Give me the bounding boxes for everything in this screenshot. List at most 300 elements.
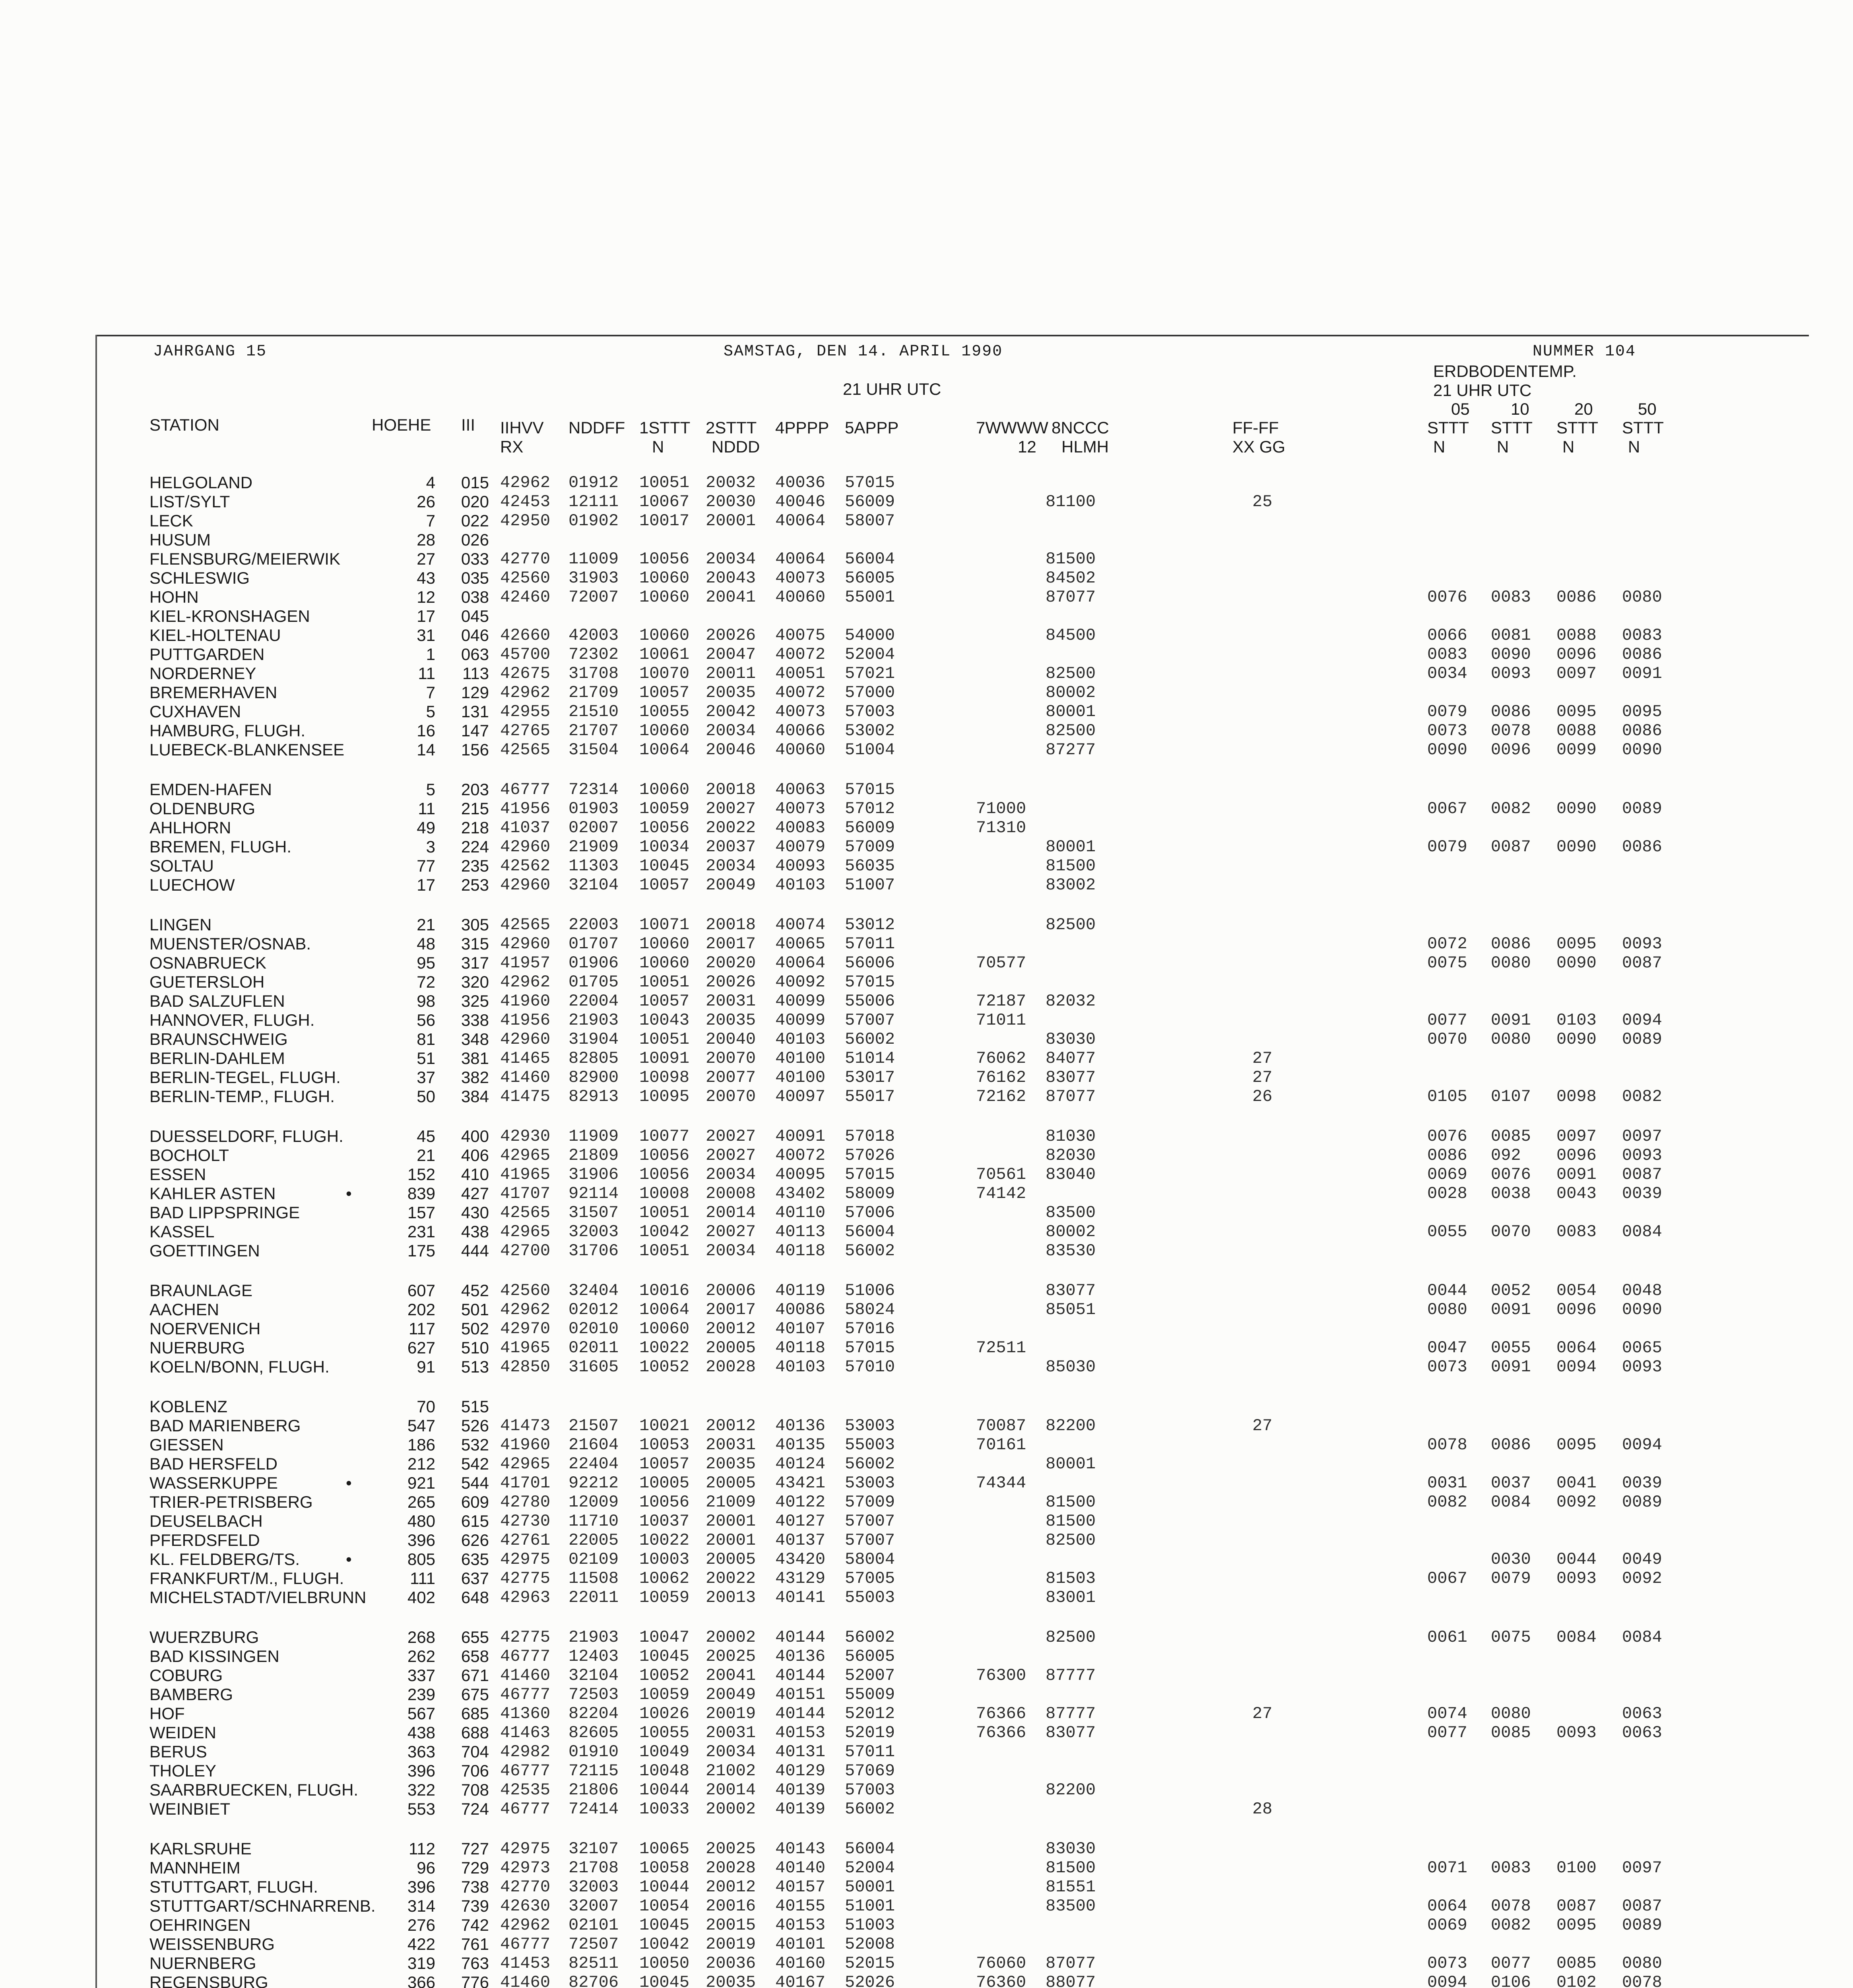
synop-group: 42975 bbox=[500, 1839, 551, 1858]
synop-group: 02101 bbox=[569, 1916, 619, 1935]
synop-group: 40086 bbox=[775, 1300, 826, 1319]
station-name: EMDEN-HAFEN bbox=[149, 780, 272, 799]
synop-group: 42775 bbox=[500, 1569, 551, 1588]
jahrgang-label: JAHRGANG 15 bbox=[153, 343, 267, 361]
table-row bbox=[0, 1647, 1853, 1666]
soil-temperature: 0092 bbox=[1622, 1569, 1662, 1588]
synop-group: 57011 bbox=[845, 934, 895, 953]
synop-group: 10058 bbox=[639, 1858, 690, 1877]
synop-group: 20049 bbox=[706, 1685, 756, 1704]
station-height: 396 bbox=[407, 1531, 435, 1549]
synop-group: 10051 bbox=[639, 1203, 690, 1222]
soil-temperature: 0087 bbox=[1622, 953, 1662, 973]
synop-group: 53017 bbox=[845, 1068, 895, 1087]
synop-group: 72503 bbox=[569, 1685, 619, 1704]
soil-temperature: 0080 bbox=[1427, 1300, 1467, 1319]
table-row bbox=[0, 856, 1853, 876]
synop-group: 10057 bbox=[639, 992, 690, 1011]
station-index: 235 bbox=[461, 856, 489, 875]
synop-group: 21909 bbox=[569, 837, 619, 856]
synop-group: 10098 bbox=[639, 1068, 690, 1087]
synop-group: 10045 bbox=[639, 1916, 690, 1935]
synop-group: 21806 bbox=[569, 1780, 619, 1800]
synop-group: 11909 bbox=[569, 1127, 619, 1146]
synop-group: 10047 bbox=[639, 1628, 690, 1647]
station-height: 17 bbox=[417, 607, 435, 625]
synop-group: 42962 bbox=[500, 683, 551, 702]
synop-group: 40136 bbox=[775, 1416, 826, 1435]
table-row bbox=[0, 549, 1853, 569]
synop-group: 22404 bbox=[569, 1454, 619, 1474]
synop-group: 57007 bbox=[845, 1011, 895, 1030]
table-row bbox=[0, 1897, 1853, 1916]
station-height: 186 bbox=[407, 1435, 435, 1454]
synop-group: 10060 bbox=[639, 780, 690, 799]
synop-group: 40063 bbox=[775, 780, 826, 799]
station-name: BERLIN-DAHLEM bbox=[149, 1049, 285, 1068]
table-row bbox=[0, 1531, 1853, 1550]
table-row bbox=[0, 1550, 1853, 1569]
soil-temperature: 0095 bbox=[1556, 1916, 1597, 1935]
synop-group: 42660 bbox=[500, 626, 551, 645]
synop-group: 20040 bbox=[706, 1030, 756, 1049]
soil-temperature: 0082 bbox=[1491, 1916, 1531, 1935]
issue-number: NUMMER 104 bbox=[1533, 343, 1636, 361]
station-height: 212 bbox=[407, 1454, 435, 1473]
synop-group: 53003 bbox=[845, 1416, 895, 1435]
synop-group: 46777 bbox=[500, 1761, 551, 1780]
synop-group: 20014 bbox=[706, 1203, 756, 1222]
soil-temperature: 0090 bbox=[1622, 1300, 1662, 1319]
synop-group: 40073 bbox=[775, 569, 826, 588]
synop-group: 76062 bbox=[976, 1049, 1026, 1068]
station-index: 020 bbox=[461, 492, 489, 511]
soil-temperature: 0086 bbox=[1622, 837, 1662, 856]
table-row bbox=[0, 915, 1853, 934]
synop-group: 10095 bbox=[639, 1087, 690, 1106]
station-name: BERLIN-TEGEL, FLUGH. bbox=[149, 1068, 341, 1087]
synop-group: 26 bbox=[1252, 1087, 1273, 1106]
station-height: 805 bbox=[407, 1550, 435, 1569]
station-height: 49 bbox=[417, 818, 435, 837]
soil-temperature: 0087 bbox=[1622, 1897, 1662, 1916]
soil-temperature: 0090 bbox=[1622, 740, 1662, 759]
synop-group: 20013 bbox=[706, 1588, 756, 1607]
soil-temperature: 0100 bbox=[1556, 1858, 1597, 1877]
station-name: BERUS bbox=[149, 1742, 207, 1761]
soil-temperature: 0039 bbox=[1622, 1474, 1662, 1493]
synop-group: 20034 bbox=[706, 721, 756, 740]
soil-temperature: 0107 bbox=[1491, 1087, 1531, 1106]
synop-group: 82511 bbox=[569, 1954, 619, 1973]
station-index: 381 bbox=[461, 1049, 489, 1068]
soil-temperature: 0073 bbox=[1427, 1357, 1467, 1376]
station-index: 406 bbox=[461, 1146, 489, 1165]
synop-group: 52019 bbox=[845, 1723, 895, 1742]
station-height: 553 bbox=[407, 1800, 435, 1818]
synop-group: 20001 bbox=[706, 1531, 756, 1550]
soil-temperature: 0079 bbox=[1427, 837, 1467, 856]
table-row bbox=[0, 1858, 1853, 1877]
synop-group: 40124 bbox=[775, 1454, 826, 1474]
synop-group: 20019 bbox=[706, 1704, 756, 1723]
synop-group: 42761 bbox=[500, 1531, 551, 1550]
synop-group: 56009 bbox=[845, 818, 895, 837]
station-height: 547 bbox=[407, 1416, 435, 1435]
synop-group: 21009 bbox=[706, 1493, 756, 1512]
synop-group: 57010 bbox=[845, 1357, 895, 1376]
synop-group: 82605 bbox=[569, 1723, 619, 1742]
soil-temperature: 0080 bbox=[1491, 1704, 1531, 1723]
col-ff: FF-FF bbox=[1232, 418, 1279, 437]
station-height: 56 bbox=[417, 1011, 435, 1029]
table-row bbox=[0, 1030, 1853, 1049]
station-index: 515 bbox=[461, 1397, 489, 1416]
station-height: 11 bbox=[418, 664, 435, 683]
synop-group: 21708 bbox=[569, 1858, 619, 1877]
table-row bbox=[0, 1723, 1853, 1742]
station-name: DEUSELBACH bbox=[149, 1512, 263, 1530]
synop-group: 83002 bbox=[1046, 876, 1096, 895]
synop-group: 42960 bbox=[500, 876, 551, 895]
synop-group: 10052 bbox=[639, 1357, 690, 1376]
synop-group: 20005 bbox=[706, 1338, 756, 1357]
soil-temperature: 0041 bbox=[1556, 1474, 1597, 1493]
station-index: 444 bbox=[461, 1241, 489, 1260]
station-height: 50 bbox=[417, 1087, 435, 1106]
soil-temperature: 0077 bbox=[1427, 1011, 1467, 1030]
soil-temperature: 0097 bbox=[1622, 1127, 1662, 1146]
table-row bbox=[0, 799, 1853, 818]
synop-group: 21604 bbox=[569, 1435, 619, 1454]
station-index: 544 bbox=[461, 1474, 489, 1492]
station-name: DUESSELDORF, FLUGH. bbox=[149, 1127, 343, 1145]
synop-group: 72414 bbox=[569, 1800, 619, 1819]
table-row bbox=[0, 1087, 1853, 1106]
synop-group: 40095 bbox=[775, 1165, 826, 1184]
synop-group: 20031 bbox=[706, 992, 756, 1011]
table-row bbox=[0, 626, 1853, 645]
synop-group: 20049 bbox=[706, 876, 756, 895]
synop-group: 56009 bbox=[845, 492, 895, 511]
station-height: 16 bbox=[417, 721, 435, 740]
synop-group: 40073 bbox=[775, 702, 826, 721]
station-name: WASSERKUPPE bbox=[149, 1474, 278, 1492]
synop-group: 10060 bbox=[639, 953, 690, 973]
station-index: 045 bbox=[461, 607, 489, 625]
synop-group: 40107 bbox=[775, 1319, 826, 1338]
synop-group: 10057 bbox=[639, 683, 690, 702]
station-name: LIST/SYLT bbox=[149, 492, 230, 511]
station-name: HANNOVER, FLUGH. bbox=[149, 1011, 315, 1029]
table-row bbox=[0, 1916, 1853, 1935]
station-height: 839 bbox=[407, 1184, 435, 1203]
table-row bbox=[0, 1241, 1853, 1260]
synop-group: 20002 bbox=[706, 1800, 756, 1819]
soil-temperature: 0090 bbox=[1491, 645, 1531, 664]
synop-group: 40074 bbox=[775, 915, 826, 934]
synop-group: 42975 bbox=[500, 1550, 551, 1569]
synop-group: 20012 bbox=[706, 1877, 756, 1897]
synop-group: 10062 bbox=[639, 1569, 690, 1588]
soil-temp-time: 21 UHR UTC bbox=[1433, 381, 1532, 400]
synop-group: 53003 bbox=[845, 1474, 895, 1493]
col-n-20: N bbox=[1562, 437, 1575, 456]
synop-group: 42960 bbox=[500, 934, 551, 953]
synop-group: 42965 bbox=[500, 1222, 551, 1241]
synop-group: 40066 bbox=[775, 721, 826, 740]
station-height: 480 bbox=[407, 1512, 435, 1530]
synop-group: 81500 bbox=[1046, 1512, 1096, 1531]
station-index: 430 bbox=[461, 1203, 489, 1222]
col-depth-10: 10 bbox=[1511, 400, 1529, 418]
station-index: 532 bbox=[461, 1435, 489, 1454]
synop-group: 83040 bbox=[1046, 1165, 1096, 1184]
station-height: 51 bbox=[417, 1049, 435, 1068]
synop-group: 31906 bbox=[569, 1165, 619, 1184]
station-name: NUERBURG bbox=[149, 1338, 245, 1357]
synop-group: 51007 bbox=[845, 876, 895, 895]
synop-group: 31507 bbox=[569, 1203, 619, 1222]
table-row bbox=[0, 818, 1853, 837]
synop-group: 10056 bbox=[639, 1165, 690, 1184]
synop-group: 10022 bbox=[639, 1338, 690, 1357]
synop-group: 57012 bbox=[845, 799, 895, 818]
station-height: 3 bbox=[426, 837, 435, 856]
station-index: 156 bbox=[461, 740, 489, 759]
synop-group: 56002 bbox=[845, 1628, 895, 1647]
synop-group: 20002 bbox=[706, 1628, 756, 1647]
synop-group: 43402 bbox=[775, 1184, 826, 1203]
soil-temperature: 0096 bbox=[1556, 645, 1597, 664]
station-height: 268 bbox=[407, 1628, 435, 1646]
table-row bbox=[0, 702, 1853, 721]
table-row bbox=[0, 1319, 1853, 1338]
station-height: 21 bbox=[417, 915, 435, 934]
station-height: 26 bbox=[417, 492, 435, 511]
station-height: 262 bbox=[407, 1647, 435, 1666]
station-name: HOHN bbox=[149, 588, 199, 606]
synop-group: 10064 bbox=[639, 740, 690, 759]
station-index: 635 bbox=[461, 1550, 489, 1569]
synop-group: 10056 bbox=[639, 549, 690, 569]
station-index: 348 bbox=[461, 1030, 489, 1048]
synop-group: 76060 bbox=[976, 1954, 1026, 1973]
soil-temperature: 0072 bbox=[1427, 934, 1467, 953]
soil-temperature: 0079 bbox=[1427, 702, 1467, 721]
station-name: HAMBURG, FLUGH. bbox=[149, 721, 306, 740]
synop-group: 92212 bbox=[569, 1474, 619, 1493]
synop-group: 32104 bbox=[569, 1666, 619, 1685]
synop-group: 76300 bbox=[976, 1666, 1026, 1685]
synop-group: 10067 bbox=[639, 492, 690, 511]
soil-temperature: 0099 bbox=[1556, 740, 1597, 759]
synop-group: 10051 bbox=[639, 973, 690, 992]
soil-temperature: 0078 bbox=[1491, 1897, 1531, 1916]
station-index: 218 bbox=[461, 818, 489, 837]
synop-group: 20042 bbox=[706, 702, 756, 721]
synop-group: 40073 bbox=[775, 799, 826, 818]
synop-group: 10060 bbox=[639, 1319, 690, 1338]
synop-group: 82805 bbox=[569, 1049, 619, 1068]
soil-temperature: 0084 bbox=[1622, 1222, 1662, 1241]
synop-group: 27 bbox=[1252, 1416, 1273, 1435]
soil-temperature: 0090 bbox=[1556, 837, 1597, 856]
synop-group: 21002 bbox=[706, 1761, 756, 1780]
synop-group: 56002 bbox=[845, 1241, 895, 1260]
station-name: BAD HERSFELD bbox=[149, 1454, 278, 1473]
synop-group: 58024 bbox=[845, 1300, 895, 1319]
station-index: 033 bbox=[461, 549, 489, 568]
synop-group: 21707 bbox=[569, 721, 619, 740]
synop-group: 20035 bbox=[706, 1454, 756, 1474]
synop-group: 51004 bbox=[845, 740, 895, 759]
station-index: 317 bbox=[461, 953, 489, 972]
col-g8-sub: HLMH bbox=[1061, 437, 1109, 456]
station-index: 015 bbox=[461, 473, 489, 492]
soil-temperature: 0086 bbox=[1622, 721, 1662, 740]
station-index: 063 bbox=[461, 645, 489, 664]
station-name: KAHLER ASTEN bbox=[149, 1184, 276, 1203]
synop-group: 40127 bbox=[775, 1512, 826, 1531]
station-index: 427 bbox=[461, 1184, 489, 1203]
synop-group: 01707 bbox=[569, 934, 619, 953]
soil-temperature: 0079 bbox=[1491, 1569, 1531, 1588]
synop-group: 20001 bbox=[706, 1512, 756, 1531]
synop-group: 40144 bbox=[775, 1704, 826, 1723]
synop-group: 12009 bbox=[569, 1493, 619, 1512]
station-index: 438 bbox=[461, 1222, 489, 1241]
synop-group: 22003 bbox=[569, 915, 619, 934]
synop-group: 40072 bbox=[775, 1146, 826, 1165]
station-index: 655 bbox=[461, 1628, 489, 1646]
station-name: HELGOLAND bbox=[149, 473, 253, 492]
soil-temperature: 0078 bbox=[1427, 1435, 1467, 1454]
synop-group: 53002 bbox=[845, 721, 895, 740]
synop-group: 51014 bbox=[845, 1049, 895, 1068]
synop-group: 11508 bbox=[569, 1569, 619, 1588]
synop-group: 41965 bbox=[500, 1338, 551, 1357]
synop-group: 20017 bbox=[706, 1300, 756, 1319]
table-row bbox=[0, 1628, 1853, 1647]
station-height: 5 bbox=[426, 780, 435, 799]
station-name: OEHRINGEN bbox=[149, 1916, 251, 1934]
soil-temperature: 0095 bbox=[1556, 1435, 1597, 1454]
soil-temperature: 0095 bbox=[1556, 934, 1597, 953]
station-height: 95 bbox=[417, 953, 435, 972]
table-row bbox=[0, 1338, 1853, 1357]
synop-group: 40122 bbox=[775, 1493, 826, 1512]
synop-group: 25 bbox=[1252, 492, 1273, 511]
synop-group: 10091 bbox=[639, 1049, 690, 1068]
synop-group: 20036 bbox=[706, 1954, 756, 1973]
synop-group: 10044 bbox=[639, 1780, 690, 1800]
table-row bbox=[0, 1397, 1853, 1416]
soil-temperature: 0075 bbox=[1491, 1628, 1531, 1647]
soil-temperature: 0070 bbox=[1491, 1222, 1531, 1241]
synop-group: 10044 bbox=[639, 1877, 690, 1897]
soil-temperature: 0090 bbox=[1556, 1030, 1597, 1049]
synop-group: 01912 bbox=[569, 473, 619, 492]
station-index: 727 bbox=[461, 1839, 489, 1858]
station-index: 501 bbox=[461, 1300, 489, 1319]
station-height: 72 bbox=[417, 973, 435, 991]
soil-temperature: 0083 bbox=[1622, 626, 1662, 645]
synop-group: 76162 bbox=[976, 1068, 1026, 1087]
soil-temperature: 0086 bbox=[1556, 588, 1597, 607]
synop-group: 72511 bbox=[976, 1338, 1026, 1357]
synop-group: 80002 bbox=[1046, 683, 1096, 702]
synop-group: 42955 bbox=[500, 702, 551, 721]
table-row bbox=[0, 1877, 1853, 1897]
synop-group: 57015 bbox=[845, 1165, 895, 1184]
synop-group: 32007 bbox=[569, 1897, 619, 1916]
synop-group: 83530 bbox=[1046, 1241, 1096, 1260]
station-name: BREMEN, FLUGH. bbox=[149, 837, 292, 856]
synop-group: 57009 bbox=[845, 1493, 895, 1512]
station-name: WUERZBURG bbox=[149, 1628, 259, 1646]
synop-group: 41701 bbox=[500, 1474, 551, 1493]
soil-temperature: 0074 bbox=[1427, 1704, 1467, 1723]
station-name: OSNABRUECK bbox=[149, 953, 267, 972]
synop-group: 56004 bbox=[845, 1839, 895, 1858]
soil-temperature: 0082 bbox=[1622, 1087, 1662, 1106]
soil-temperature: 0088 bbox=[1556, 626, 1597, 645]
synop-group: 10037 bbox=[639, 1512, 690, 1531]
col-stt-50: STTT bbox=[1622, 418, 1664, 437]
table-row bbox=[0, 1068, 1853, 1087]
synop-group: 10056 bbox=[639, 1146, 690, 1165]
synop-group: 57007 bbox=[845, 1531, 895, 1550]
station-name: BREMERHAVEN bbox=[149, 683, 277, 702]
soil-temperature: 0085 bbox=[1556, 1954, 1597, 1973]
soil-temperature: 0078 bbox=[1491, 721, 1531, 740]
synop-group: 71310 bbox=[976, 818, 1026, 837]
station-name: PFERDSFELD bbox=[149, 1531, 260, 1549]
synop-group: 40092 bbox=[775, 973, 826, 992]
station-index: 609 bbox=[461, 1493, 489, 1511]
station-height: 276 bbox=[407, 1916, 435, 1934]
synop-group: 40064 bbox=[775, 511, 826, 530]
synop-group: 10051 bbox=[639, 1241, 690, 1260]
station-name: STUTTGART, FLUGH. bbox=[149, 1877, 318, 1896]
station-index: 338 bbox=[461, 1011, 489, 1029]
soil-temperature: 0093 bbox=[1556, 1723, 1597, 1742]
soil-temperature: 0089 bbox=[1622, 1916, 1662, 1935]
synop-group: 20077 bbox=[706, 1068, 756, 1087]
synop-group: 82200 bbox=[1046, 1416, 1096, 1435]
synop-group: 56035 bbox=[845, 856, 895, 876]
synop-group: 10059 bbox=[639, 799, 690, 818]
synop-group: 55006 bbox=[845, 992, 895, 1011]
soil-temperature: 0069 bbox=[1427, 1916, 1467, 1935]
synop-group: 10017 bbox=[639, 511, 690, 530]
synop-group: 10060 bbox=[639, 721, 690, 740]
synop-group: 42962 bbox=[500, 1300, 551, 1319]
station-name: CUXHAVEN bbox=[149, 702, 241, 721]
soil-temperature: 0076 bbox=[1427, 588, 1467, 607]
station-height: 396 bbox=[407, 1761, 435, 1780]
synop-group: 31903 bbox=[569, 569, 619, 588]
synop-group: 85030 bbox=[1046, 1357, 1096, 1376]
station-name: HUSUM bbox=[149, 530, 211, 549]
synop-group: 22004 bbox=[569, 992, 619, 1011]
station-name: TRIER-PETRISBERG bbox=[149, 1493, 313, 1511]
synop-group: 57007 bbox=[845, 1512, 895, 1531]
synop-group: 52007 bbox=[845, 1666, 895, 1685]
synop-group: 20034 bbox=[706, 1241, 756, 1260]
synop-group: 10059 bbox=[639, 1588, 690, 1607]
